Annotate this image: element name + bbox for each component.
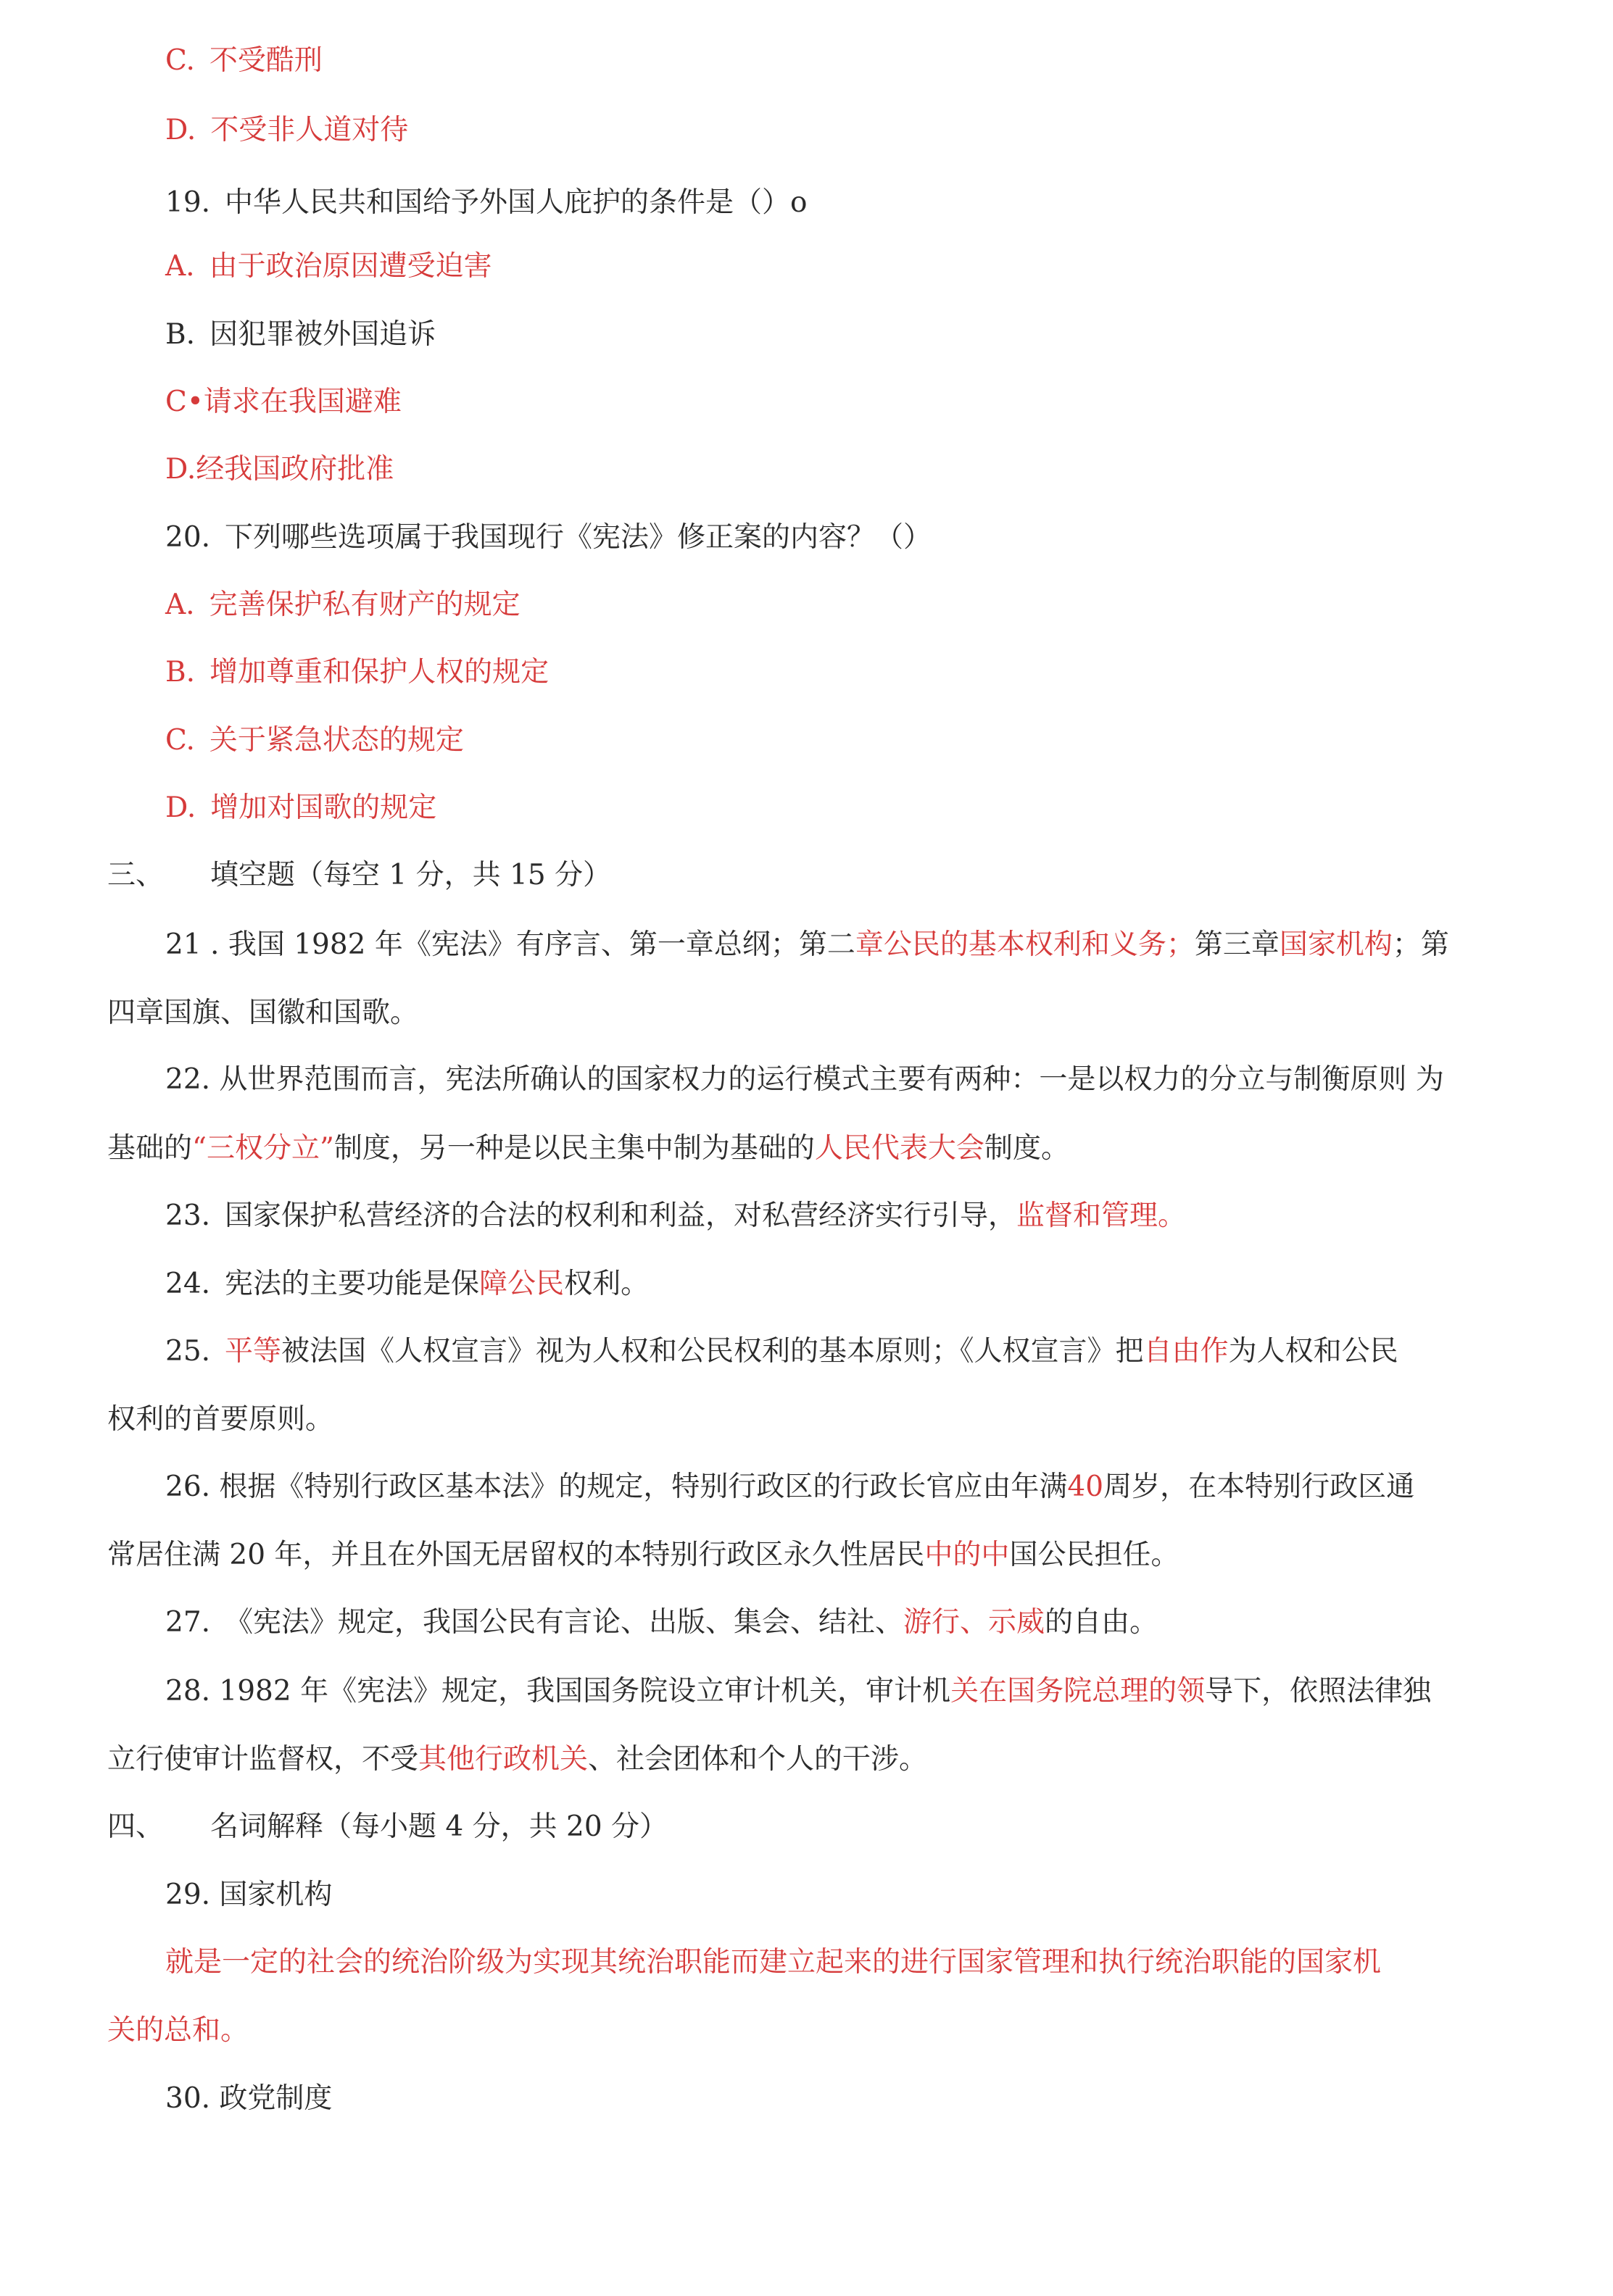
question-number: 25. <box>165 1335 211 1368</box>
option-text: 不受酷刑 <box>209 44 323 77</box>
option-label: C. <box>165 724 195 757</box>
q25-line-2 <box>107 1405 333 1434</box>
q21-answer-2: 国家机构 <box>1279 928 1393 961</box>
q27-text: 的自由。 <box>1045 1606 1158 1639</box>
q27-text: 《宪法》规定，我国公民有言论、出版、集会、结社、 <box>225 1606 904 1639</box>
section-4-heading <box>107 1810 668 1843</box>
q29-answer: 就是一定的社会的统治阶级为实现其统治职能而建立起来的进行国家管理和执行统治职能的国家机 <box>165 1946 1382 1979</box>
q23-line <box>165 1199 1187 1232</box>
option-text: 完善保护私有财产的规定 <box>209 588 521 621</box>
option-label: B. <box>165 318 196 351</box>
q24-answer: 障公民 <box>479 1268 565 1300</box>
q22-text: 制度，另一种是以民主集中制为基础的 <box>333 1132 815 1165</box>
q24-line <box>165 1270 649 1298</box>
q28-line-2 <box>107 1743 928 1776</box>
q24-text: 权利。 <box>564 1268 650 1300</box>
term-title: 30. 政党制度 <box>165 2082 333 2115</box>
term-title: 29. 国家机构 <box>165 1879 333 1911</box>
option-label: C. <box>165 44 195 77</box>
q23-answer: 监督和管理。 <box>1016 1199 1187 1232</box>
q19-option-c <box>165 388 402 416</box>
q28-text: 、社会团体和个人的干涉。 <box>588 1743 928 1776</box>
question-text: 中华人民共和国给予外国人庇护的条件是（）o <box>225 186 808 219</box>
q28-text: 28. 1982 年《宪法》规定，我国国务院设立审计机关，审计机 <box>165 1675 951 1708</box>
option-text: 增加对国歌的规定 <box>210 791 437 824</box>
q18-option-d <box>165 116 408 144</box>
q26-text: 周岁，在本特别行政区通 <box>1103 1471 1415 1503</box>
option-label: B. <box>165 656 196 689</box>
option-label: A. <box>165 588 195 621</box>
q25-text: 为人权和公民 <box>1228 1335 1398 1368</box>
q20-option-d <box>165 791 437 824</box>
option-text: 不受非人道对待 <box>210 114 409 146</box>
q20-option-b <box>165 656 550 689</box>
option-label: D. <box>165 114 196 146</box>
question-number: 23. <box>165 1199 211 1232</box>
q29-answer: 关的总和。 <box>107 2014 249 2047</box>
q28-line-1 <box>165 1675 1432 1708</box>
q18-option-c <box>165 46 323 75</box>
q20-option-a <box>165 588 521 621</box>
q28-text: 立行使审计监督权，不受 <box>107 1743 419 1776</box>
q20-option-c <box>165 724 464 757</box>
question-number: 20. <box>165 521 211 554</box>
option-label: A. <box>165 250 195 283</box>
section-title: 填空题（每空 1 分，共 15 分） <box>210 859 612 891</box>
q22-text: 22. 从世界范围而言，宪法所确认的国家权力的运行模式主要有两种：一是以权力的分立与制衡原则 为 <box>165 1063 1444 1096</box>
q22-line-2 <box>107 1132 1069 1165</box>
q22-answer-1: “三权分立” <box>192 1132 334 1165</box>
q27-line <box>165 1606 1158 1639</box>
section-3-heading <box>107 861 611 889</box>
q28-answer-2: 其他行政机关 <box>418 1743 589 1776</box>
q26-line-2 <box>107 1541 1179 1569</box>
option-text: 关于紧急状态的规定 <box>209 724 464 757</box>
question-number: 19. <box>165 186 211 219</box>
q30-term <box>165 2084 332 2113</box>
q19-option-a <box>165 250 492 283</box>
q26-line-1 <box>165 1473 1414 1501</box>
q20-stem <box>165 523 932 552</box>
q21-line-1 <box>165 928 1449 961</box>
q26-text: 26. 根据《特别行政区基本法》的规定，特别行政区的行政长官应由年满 <box>165 1471 1068 1503</box>
q22-text: 制度。 <box>984 1132 1069 1165</box>
q25-line-1 <box>165 1335 1398 1368</box>
q28-answer-1: 关在国务院总理的领 <box>950 1675 1206 1708</box>
q28-text: 导下，依照法律独 <box>1205 1675 1432 1708</box>
q21-text: 第三章 <box>1194 928 1280 961</box>
q21-answer-1: 章公民的基本权利和义务； <box>855 928 1195 961</box>
q19-option-d <box>165 453 394 486</box>
question-number: 24. <box>165 1268 211 1300</box>
option-text: C•请求在我国避难 <box>165 386 402 418</box>
q29-answer-line-2 <box>107 2016 249 2045</box>
q26-answer-1: 40 <box>1067 1471 1104 1503</box>
q25-text: 被法国《人权宣言》视为人权和公民权利的基本原则；《人权宣言》把 <box>281 1335 1144 1368</box>
question-text: 下列哪些选项属于我国现行《宪法》修正案的内容？（） <box>225 521 932 554</box>
q26-text: 国公民担任。 <box>1009 1539 1179 1571</box>
q25-answer-2: 自由作 <box>1143 1335 1229 1368</box>
q24-text: 宪法的主要功能是保 <box>225 1268 480 1300</box>
option-label: D. <box>165 791 196 824</box>
option-text: 由于政治原因遭受迫害 <box>209 250 492 283</box>
q25-answer-1: 平等 <box>225 1335 282 1368</box>
q25-text: 权利的首要原则。 <box>107 1403 334 1436</box>
q21-text: ；第 <box>1392 928 1449 961</box>
q29-answer-line-1 <box>165 1946 1382 1979</box>
q21-text: 四章国旗、国徽和国歌。 <box>107 997 419 1029</box>
section-number: 三、 <box>107 859 165 891</box>
q21-line-2 <box>107 999 418 1027</box>
q19-option-b <box>165 320 436 349</box>
question-number: 27. <box>165 1606 211 1639</box>
q22-line-1 <box>165 1065 1444 1094</box>
q26-text: 常居住满 20 年，并且在外国无居留权的本特别行政区永久性居民 <box>107 1539 925 1571</box>
q22-text: 基础的 <box>107 1132 193 1165</box>
q23-text: 国家保护私营经济的合法的权利和利益，对私营经济实行引导， <box>225 1199 1017 1232</box>
section-number: 四、 <box>107 1810 165 1843</box>
section-title: 名词解释（每小题 4 分，共 20 分） <box>210 1810 668 1843</box>
q21-text: 21 . 我国 1982 年《宪法》有序言、第一章总纲；第二 <box>165 928 855 961</box>
q27-answer: 游行、示威 <box>903 1606 1045 1639</box>
q22-answer-2: 人民代表大会 <box>814 1132 984 1165</box>
option-text: 增加尊重和保护人权的规定 <box>210 656 550 689</box>
option-text: D.经我国政府批准 <box>165 453 394 486</box>
option-text: 因犯罪被外国追诉 <box>210 318 436 351</box>
q29-term <box>165 1881 332 1909</box>
q19-stem <box>165 188 808 217</box>
q26-answer-2: 中的中 <box>924 1539 1010 1571</box>
